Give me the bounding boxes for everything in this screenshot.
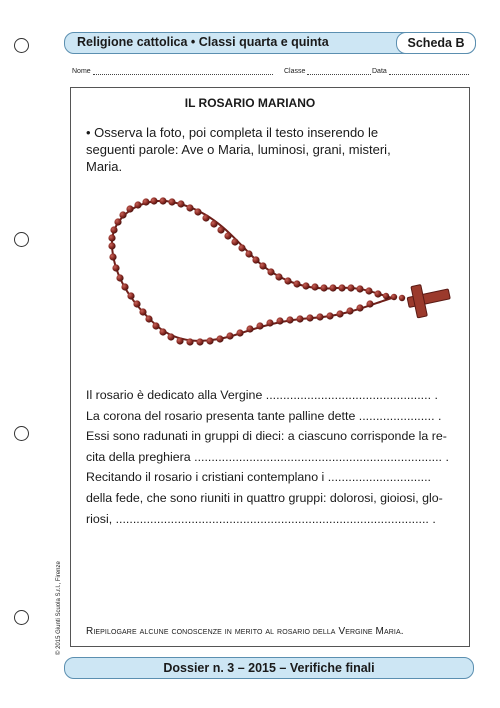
binder-hole <box>14 38 29 53</box>
scheda-badge: Scheda B <box>396 32 476 54</box>
learning-objective-note: Riepilogare alcune conoscenze in merito al rosario della Vergine Maria. <box>86 626 404 637</box>
text-line: cita della preghiera ........................................................................ . <box>86 449 449 464</box>
data-field[interactable] <box>372 67 469 75</box>
binder-hole <box>14 232 29 247</box>
text-line: Il rosario è dedicato alla Vergine ................................................ . <box>86 388 438 402</box>
rosary-photo <box>92 186 464 362</box>
footer-bar: Dossier n. 3 – 2015 – Verifiche finali <box>64 657 474 679</box>
worksheet-title: IL ROSARIO MARIANO <box>184 96 316 110</box>
data-label: Data <box>372 68 387 75</box>
header-bar <box>64 32 476 54</box>
nome-label: Nome <box>72 68 91 75</box>
text-line: Essi sono radunati in gruppi di dieci: a ciascuno corrisponde la re- <box>86 429 447 444</box>
copyright-notice: © 2015 Giunti Scuola S.r.l., Firenze <box>56 561 62 655</box>
binder-hole <box>14 610 29 625</box>
text-line: La corona del rosario presenta tante palline dette ...................... . <box>86 408 442 423</box>
binder-hole <box>14 426 29 441</box>
text-line: della fede, che sono riuniti in quattro gruppi: dolorosi, gioiosi, glo- <box>86 490 443 505</box>
classe-label: Classe <box>284 68 306 75</box>
classe-field[interactable] <box>284 67 371 75</box>
nome-field[interactable] <box>72 67 273 75</box>
text-line: riosi, ........................................................................................... . <box>86 511 436 526</box>
cross-icon <box>405 279 453 319</box>
fill-in-text <box>86 385 458 529</box>
instruction-text: • Osserva la foto, poi completa il testo inserendo le seguenti parole: Ave o Maria, luminosi, grani, misteri, Maria. <box>86 125 391 174</box>
text-line: Recitando il rosario i cristiani contemplano i .............................. <box>86 470 432 485</box>
header-title: Religione cattolica • Classi quarta e quinta <box>77 35 329 49</box>
